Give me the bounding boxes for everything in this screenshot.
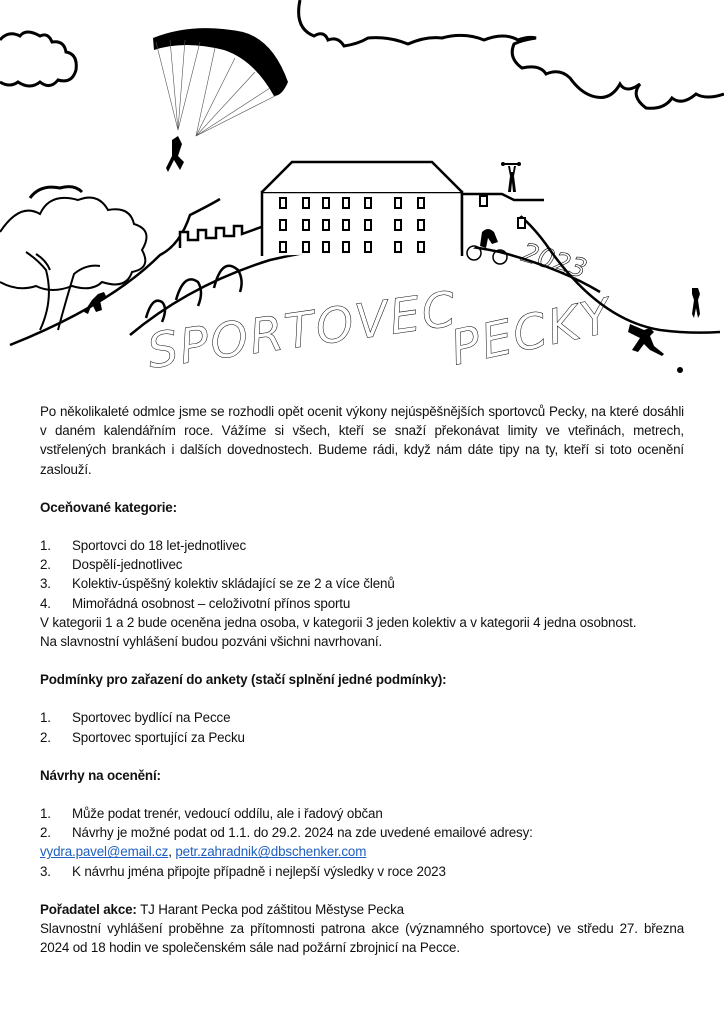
list-item: 1. Může podat trenér, vedoucí oddílu, ale i řadový občan bbox=[40, 806, 383, 822]
categories-list bbox=[40, 536, 684, 613]
paraglider-icon bbox=[153, 28, 288, 172]
email-link-zahradnik[interactable]: petr.zahradnik@dbschenker.com bbox=[175, 844, 367, 860]
list-item: 2. Sportovec sportující za Pecku bbox=[40, 729, 245, 745]
weightlifter-icon bbox=[501, 162, 521, 192]
categories-heading: Oceňované kategorie: bbox=[40, 499, 177, 515]
year-label: 2023 bbox=[518, 237, 590, 285]
list-item: 1. Sportovci do 18 let-jednotlivec bbox=[40, 538, 246, 554]
conditions-heading: Podmínky pro zařazení do ankety (stačí splnění jedné podmínky): bbox=[40, 672, 447, 688]
list-item: 2. Návrhy je možné podat od 1.1. do 29.2. 2024 na zde uvedené emailové adresy: bbox=[40, 825, 533, 841]
title-word-sportovec: SPORTOVEC bbox=[143, 280, 461, 380]
hiker-icon bbox=[692, 288, 700, 318]
nominations-list-continued bbox=[40, 862, 684, 881]
nominations-heading: Návrhy na ocenění: bbox=[40, 767, 161, 783]
runner-icon bbox=[84, 292, 106, 314]
categories-invite-note: Na slavnostní vyhlášení budou pozváni všichni navrhovaní. bbox=[40, 634, 383, 650]
tree-icon bbox=[0, 198, 147, 330]
email-line: vydra.pavel@email.cz, petr.zahradnik@dbschenker.com bbox=[40, 844, 367, 860]
categories-note: V kategorii 1 a 2 bude oceněna jedna osoba, v kategorii 3 jeden kolektiv a v kategorii 4 jedna osobnost. bbox=[40, 614, 637, 630]
cloud-icon bbox=[0, 32, 76, 86]
list-item: 1. Sportovec bydlící na Pecce bbox=[40, 710, 231, 726]
list-item: 2. Dospělí-jednotlivec bbox=[40, 557, 183, 573]
organizer-line bbox=[40, 900, 684, 919]
cloud-icon bbox=[30, 187, 82, 198]
list-item: 3. K návrhu jména připojte případně i nejlepší výsledky v roce 2023 bbox=[40, 863, 446, 879]
ceremony-paragraph: Slavnostní vyhlášení proběhne za přítomnosti patrona akce (významného sportovce) ve středu 27. března 2024 od 18 hodin ve společenském sále nad požární zbrojnicí na Pecce. bbox=[40, 921, 684, 956]
organizer-value: TJ Harant Pecka pod záštitou Městyse Pecka bbox=[136, 901, 404, 917]
conditions-list bbox=[40, 708, 684, 746]
title-word-pecky: PECKY bbox=[445, 287, 618, 377]
email-link-vydra[interactable]: vydra.pavel@email.cz bbox=[40, 844, 169, 860]
intro-paragraph: Po několikaleté odmlce jsme se rozhodli opět ocenit výkony nejúspěšnějších sportovců Pecky, na které dosáhli v daném kalendářním roce. Vážíme si všech, kteří se snaží překonávat limity ve vteřinách, metrech, vstřelených brankách i dalších dovednostech. Budeme rádi, když nám dáte tipy na ty, kteří si toto ocenění zaslouží. bbox=[40, 404, 684, 477]
nominations-list bbox=[40, 804, 684, 842]
cloud-icon bbox=[299, 0, 724, 108]
document-body bbox=[40, 402, 684, 957]
list-item: 4. Mimořádná osobnost – celoživotní přínos sportu bbox=[40, 595, 351, 611]
organizer-label: Pořadatel akce: bbox=[40, 901, 137, 917]
list-item: 3. Kolektiv-úspěšný kolektiv skládající se ze 2 a více členů bbox=[40, 576, 395, 592]
header-illustration bbox=[0, 0, 724, 390]
